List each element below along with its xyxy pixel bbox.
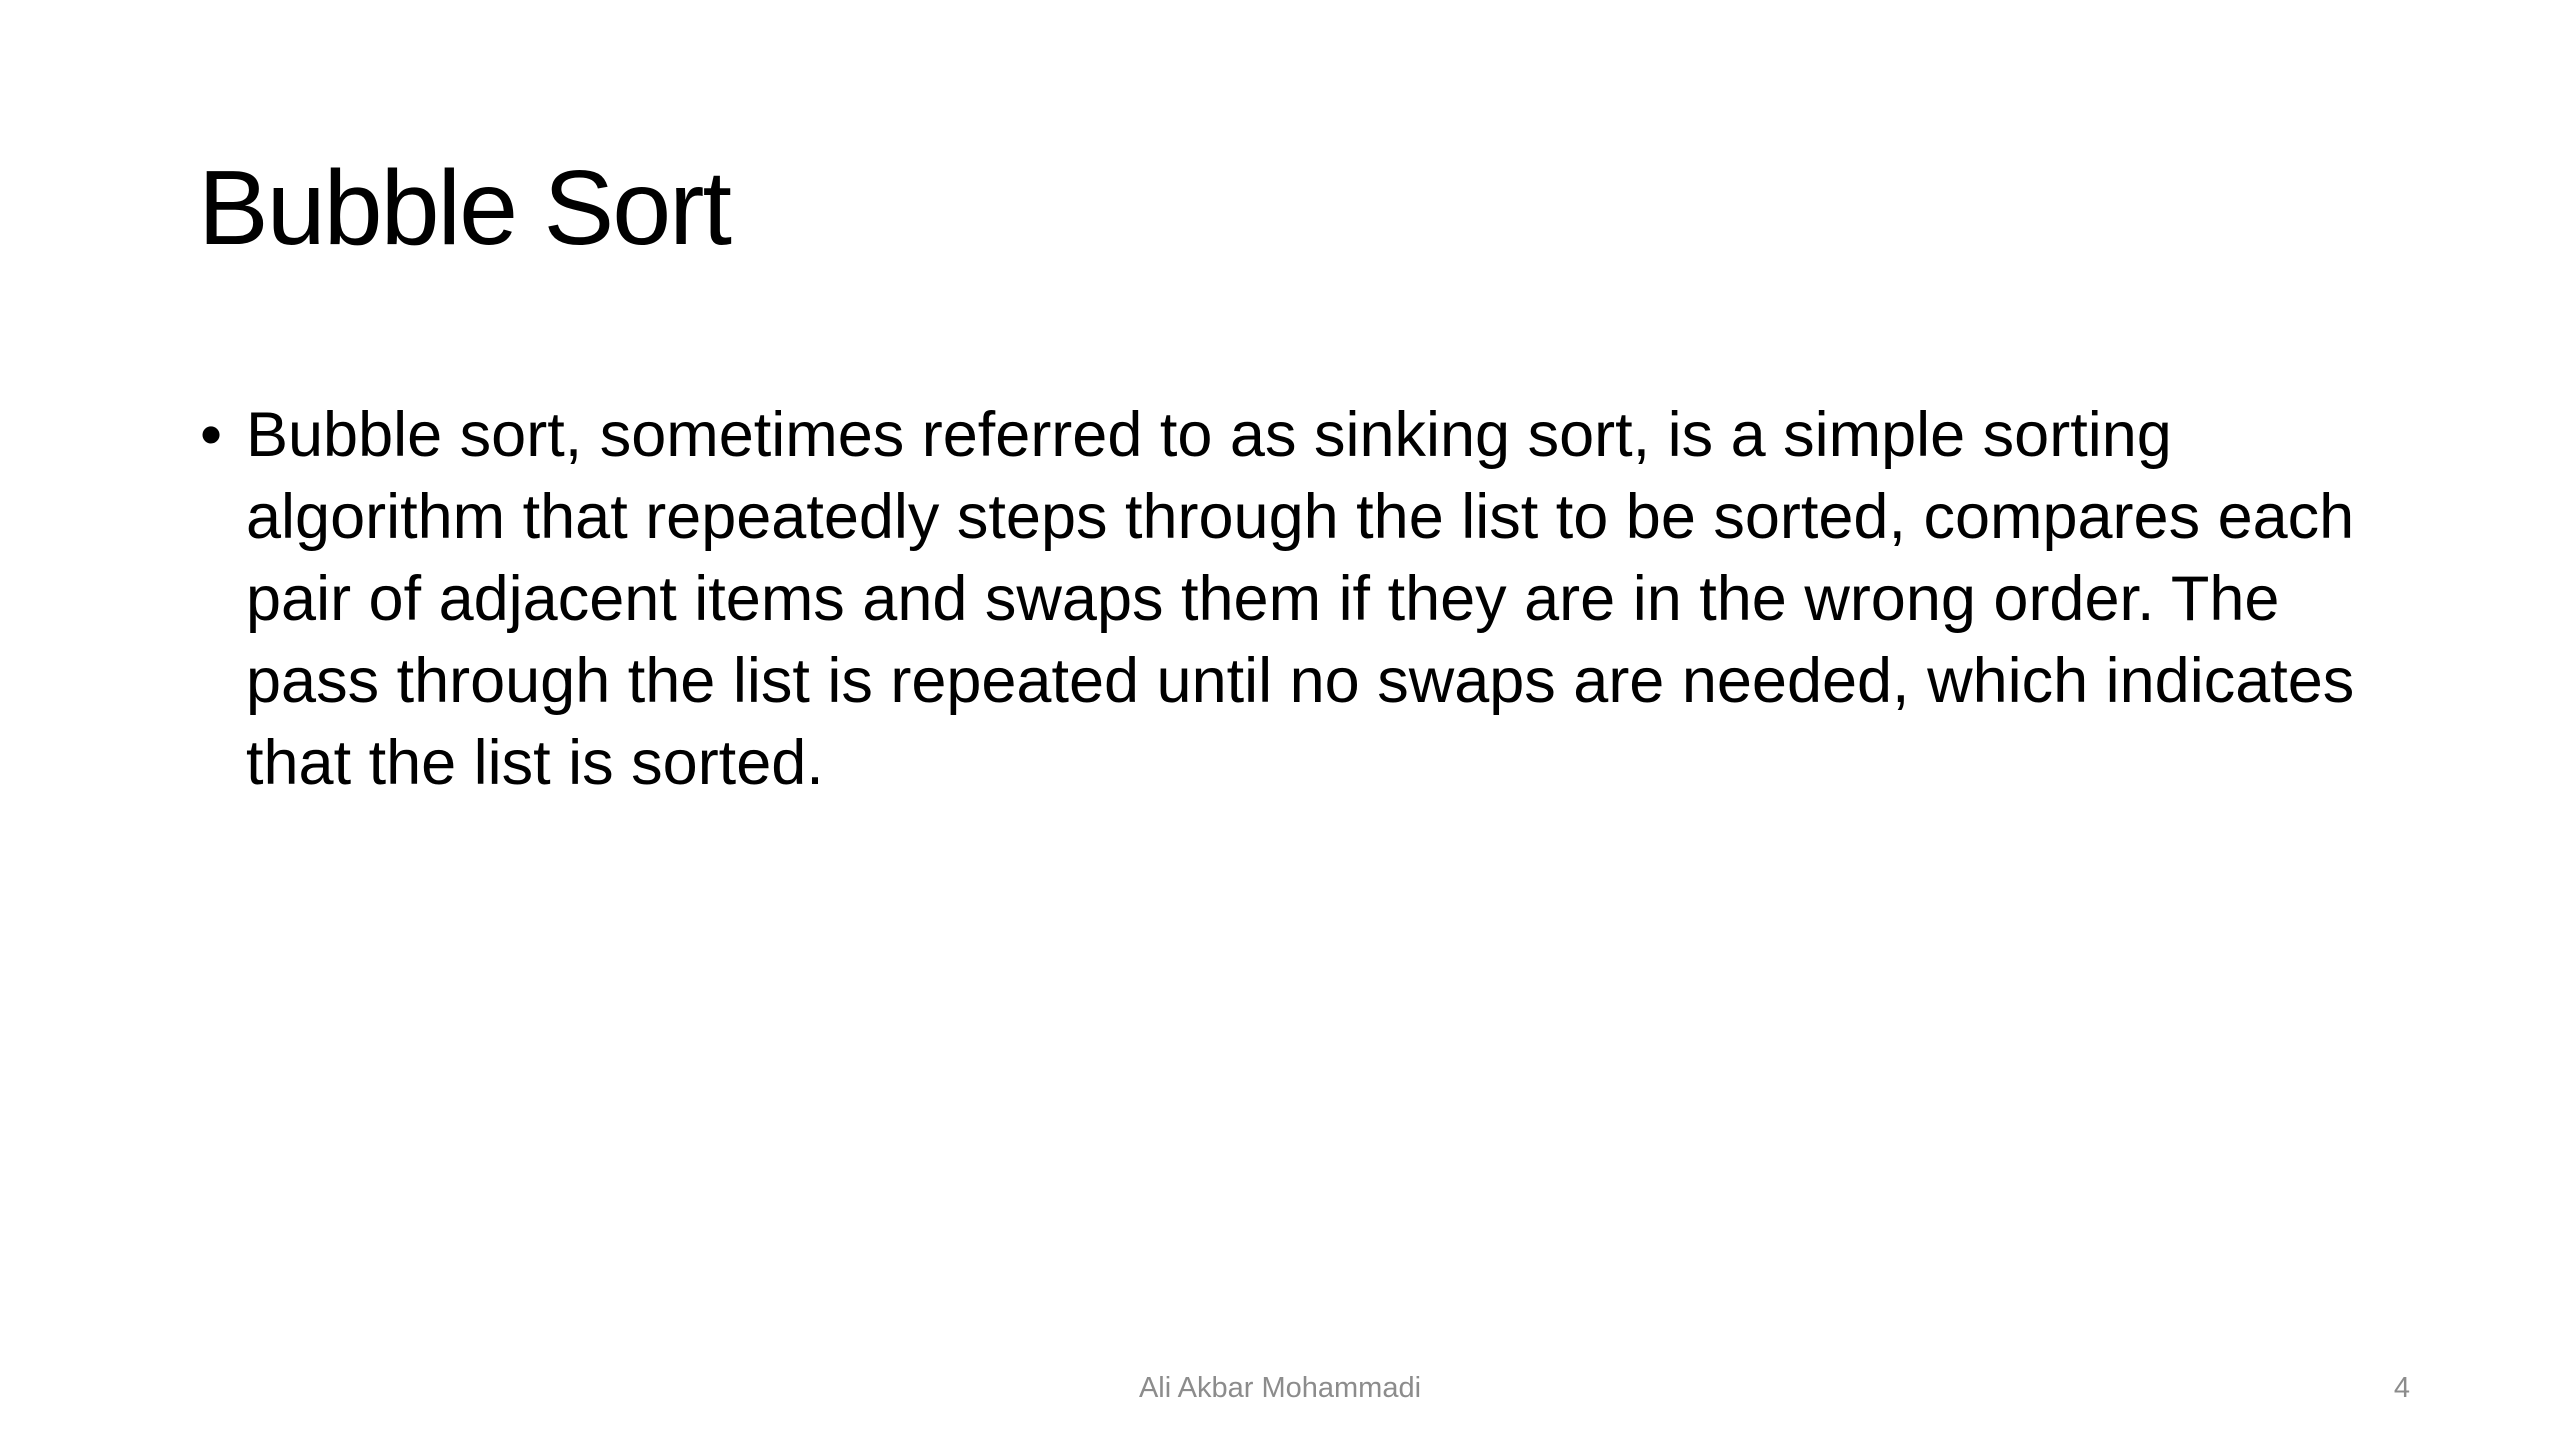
slide-number: 4 bbox=[2393, 1372, 2410, 1404]
bullet-list bbox=[196, 394, 2396, 804]
bullet-text: Bubble sort, sometimes referred to as sinking sort, is a simple sorting algorithm that repeatedly steps through the list to be sorted, compares each pair of adjacent items and swaps them if they are in the wrong order. The pass through the list is repeated until no swaps are needed, which indicates that the list is sorted. bbox=[246, 400, 2355, 798]
slide-title: Bubble Sort bbox=[198, 149, 730, 267]
bullet-item bbox=[196, 394, 2396, 804]
footer-author: Ali Akbar Mohammadi bbox=[1138, 1372, 1422, 1404]
bullet-icon: • bbox=[200, 400, 223, 470]
